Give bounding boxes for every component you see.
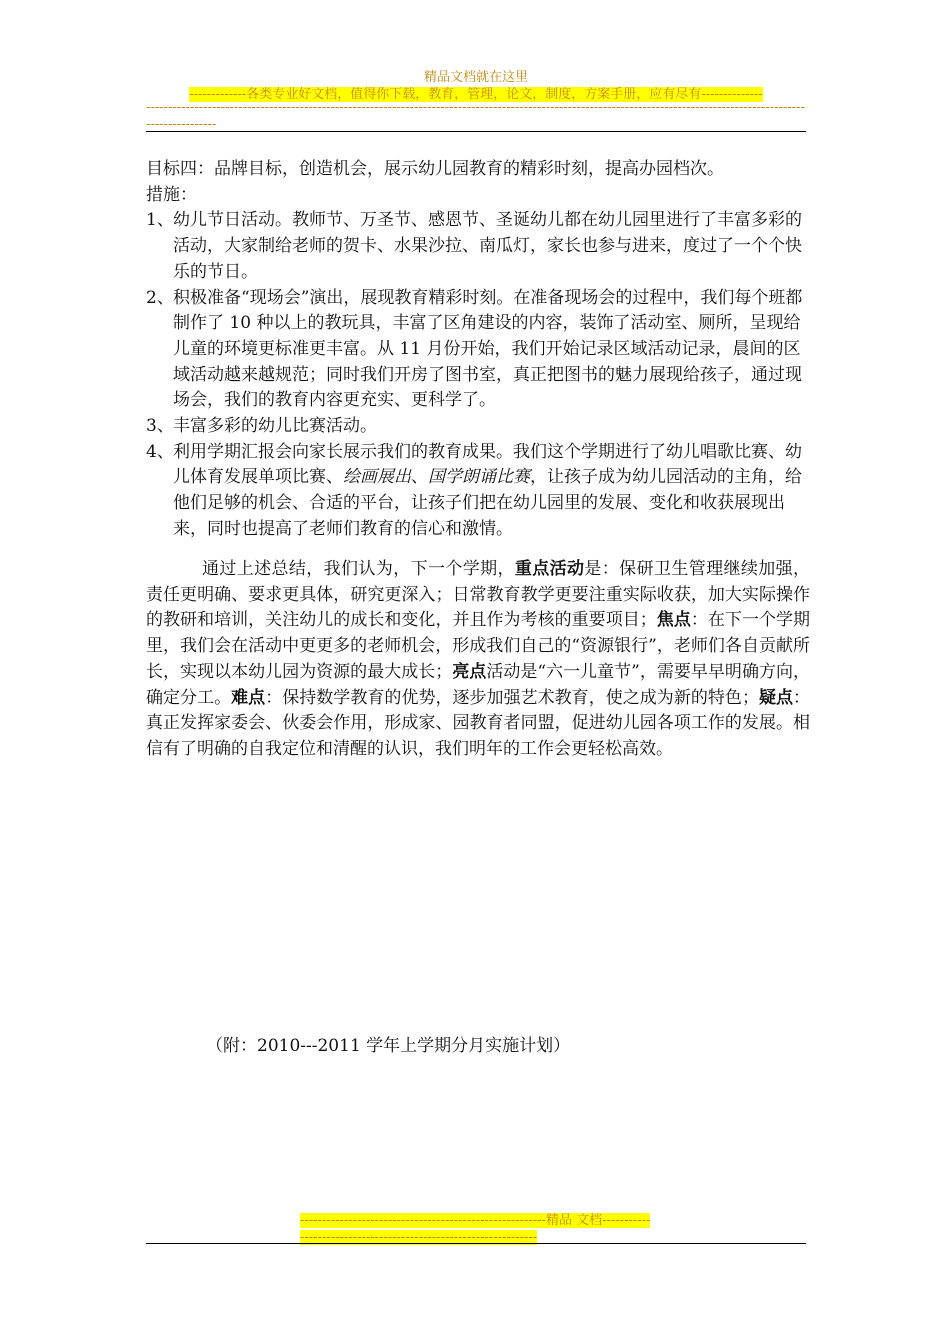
summary-text: ：保持数学教育的优势，逐步加强艺术教育，使之成为新的特色； [265, 687, 759, 708]
summary-bold-highlight: 亮点 [452, 661, 487, 682]
list-item-text: 幼儿节日活动。教师节、万圣节、感恩节、圣诞幼儿都在幼儿园里进行了丰富多彩的活动，大家制给老师的贺卡、水果沙拉、南瓜灯，家长也参与进来，度过了一个个快乐的节日。 [173, 210, 802, 282]
attachment-note: （附：2010---2011 学年上学期分月实施计划） [206, 1036, 571, 1056]
summary-text: 是：保研卫生管理继续加强，责任更明确、要求更具体，研究更深入；日常教育教学更要注重实际收获，加大实际操作的教研和培训，关注幼儿的成长和变化，并且作为考核的重要项目； [146, 559, 811, 631]
main-content [146, 157, 810, 543]
list-item-text [173, 440, 810, 543]
summary-text: 通过上述总结，我们认为，下一个学期， [202, 559, 515, 579]
goal-heading: 目标四：品牌目标，创造机会，展示幼儿园教育的精彩时刻，提高办园档次。 [146, 159, 724, 179]
footer-text [300, 1212, 652, 1246]
summary-bold-doubt: 疑点 [758, 687, 794, 708]
summary-bold-difficulty: 难点 [231, 687, 266, 708]
list-item-number: 2、 [146, 287, 174, 308]
list-item [146, 440, 810, 543]
header-title: 精品文档就在这里 [423, 70, 528, 85]
list-item-number: 3、 [146, 416, 174, 437]
header-dashes: ---------------------------------------------------------------------------------------------------------------------------------------------------------------------- [146, 100, 805, 132]
item4-sep: 、 [411, 467, 428, 488]
item4-text-a: 利用学期汇报会向家长展示我们的教育成果。我们这个学期进行了幼儿唱歌比赛、幼儿体育发展单项比赛、 [173, 441, 802, 488]
footer-rule [146, 1243, 806, 1244]
list-item-number: 1、 [146, 210, 174, 231]
item4-italic-recitation: 国学朗诵比赛 [428, 467, 530, 488]
list-item [146, 208, 810, 285]
summary-text: 活动是“六一儿童节”，需要早早明确方向，确定分工。 [146, 661, 810, 708]
list-item-text: 积极准备“现场会”演出，展现教育精彩时刻。在准备现场会的过程中，我们每个班都制作了 10 种以上的教玩具，丰富了区角建设的内容，装饰了活动室、厕所，呈现给儿童的环境更标准更丰富。从 11 月份开始，我们开始记录区域活动记录，晨间的区域活动越来越规范；同时我们开房了图书室，真正把图书的魅力展现给孩子，通过现场会，我们的教育内容更充实、更科学了。 [173, 287, 803, 411]
summary-text: ：在下一个学期里，我们会在活动中更更多的老师机会，形成我们自己的“资源银行”，老师们各自贡献所长，实现以本幼儿园为资源的最大成长； [146, 610, 811, 682]
list-item [146, 414, 810, 440]
summary-text: ：真正发挥家委会、伙委会作用，形成家、园教育者同盟，促进幼儿园各项工作的发展。相信有了明确的自我定位和清醒的认识，我们明年的工作会更轻松高效。 [146, 687, 811, 759]
list-item-number: 4、 [146, 441, 174, 462]
measures-label: 措施： [146, 184, 197, 205]
header-rule [146, 131, 806, 132]
summary-paragraph [146, 557, 810, 763]
summary-bold-key-activity: 重点活动 [514, 559, 585, 579]
item4-italic-drawing: 绘画展出 [343, 467, 411, 488]
list-item [146, 286, 810, 415]
summary-bold-focus: 焦点 [656, 610, 691, 631]
item4-text-b: ，让孩子成为幼儿园活动的主角，给他们足够的机会、合适的平台，让孩子们把在幼儿园里的发展、变化和收获展现出来，同时也提高了老师们教育的信心和激情。 [173, 467, 802, 539]
header-tagline-text: -------------各类专业好文档，值得你下载，教育，管理，论文，制度，方案手册，应有尽有-------------- [189, 87, 763, 102]
footer-text-highlight: --------------------------------------------------------精品 文档----------------------------------------------------------------- [300, 1213, 651, 1245]
list-item-text: 丰富多彩的幼儿比赛活动。 [173, 416, 377, 437]
